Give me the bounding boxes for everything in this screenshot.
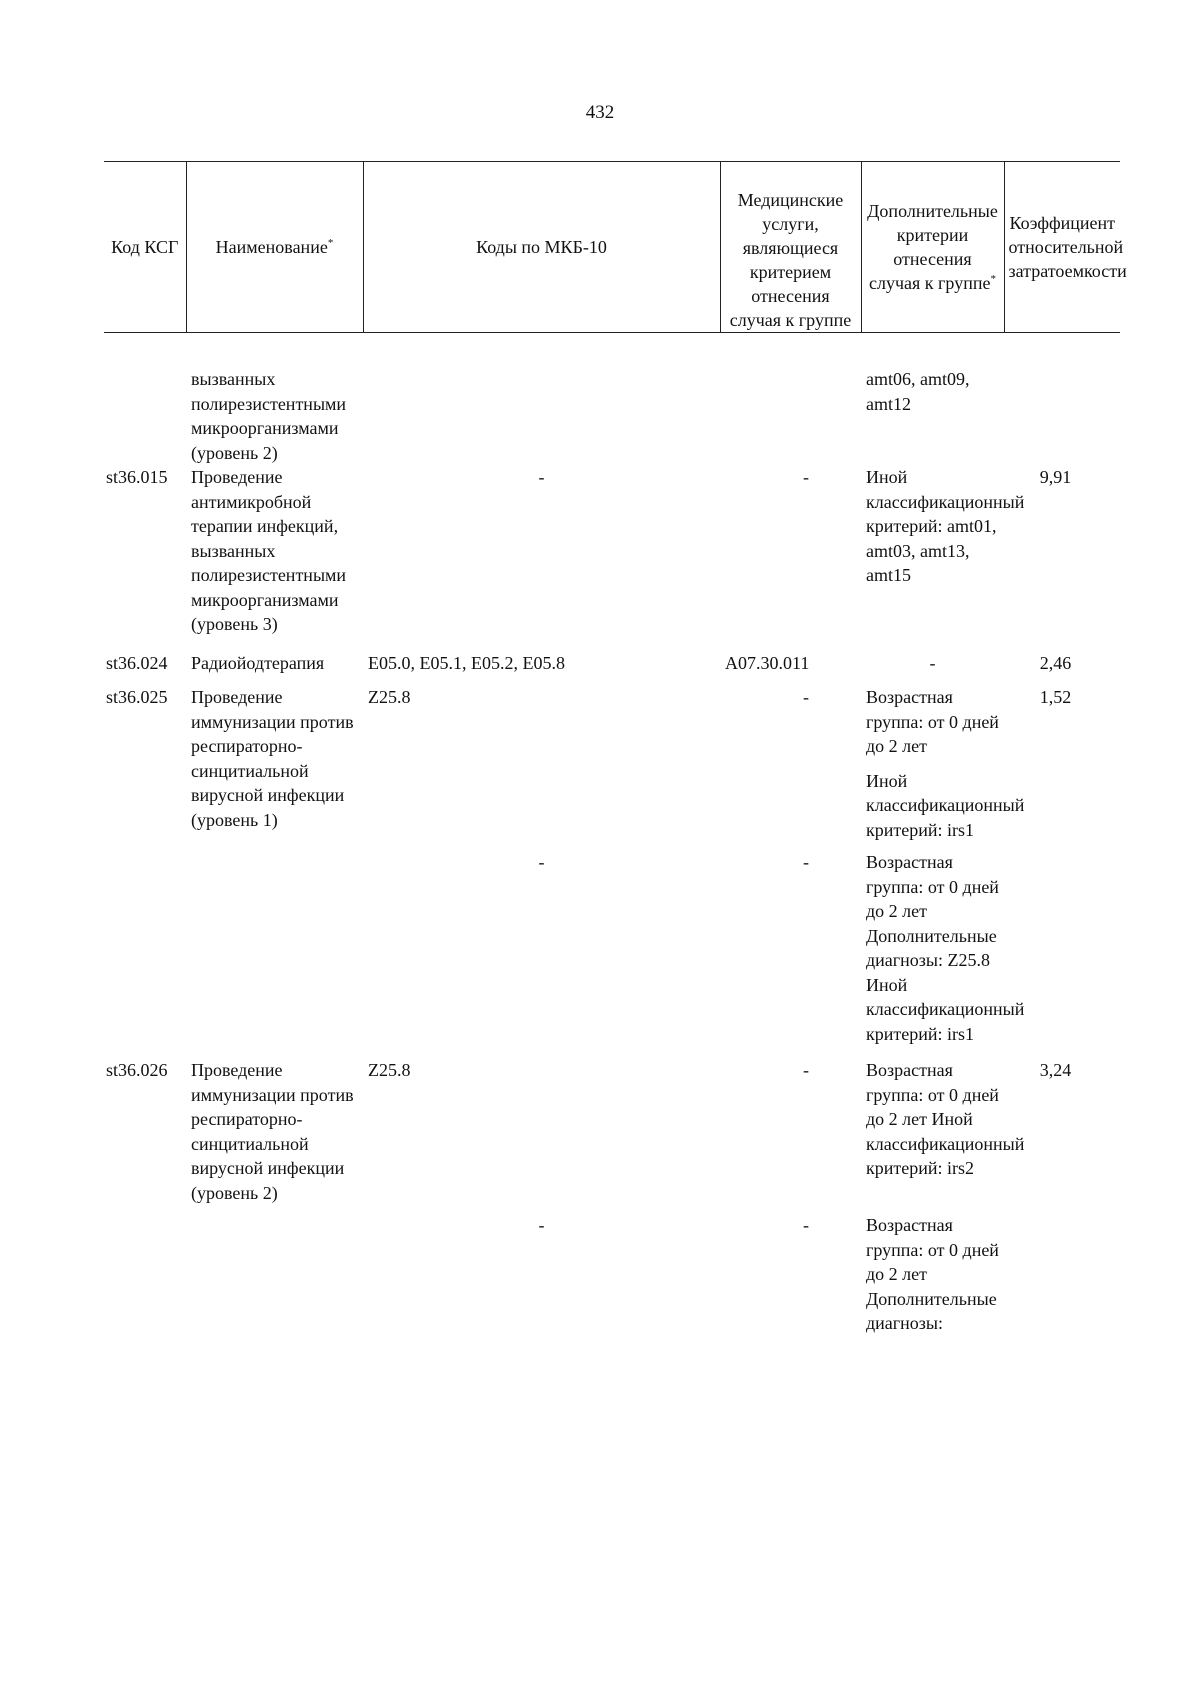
criteria-text: Иной классификационный критерий: amt01, amt03, amt13, amt15 [866,467,1025,585]
cell-ksg-code: st36.025 [106,687,168,707]
cell-mkb-codes: - [538,467,545,487]
cell-services [720,333,861,466]
table-row [104,333,1120,466]
cell-coefficient: 3,24 [1039,1060,1072,1080]
criteria-text: Возрастная группа: от 0 дней до 2 лет Иной классификационный критерий: irs2 [866,1060,1025,1178]
cell-mkb-codes: - [538,852,545,872]
criteria-text: Возрастная группа: от 0 дней до 2 лет Дополнительные диагнозы: [866,1215,999,1333]
header-name-label: Наименование [215,237,328,257]
cell-ksg-code [104,1205,186,1336]
cell-criteria [861,333,1004,466]
header-row [104,162,1120,333]
cell-ksg-code: st36.026 [106,1060,168,1080]
table-row [104,1205,1120,1336]
ksg-table-container [104,161,1127,1336]
header-coefficient [1004,162,1127,333]
cell-ksg-code: st36.024 [106,652,168,673]
cell-services: - [803,852,809,872]
cell-mkb-codes: E05.0, E05.1, E05.2, E05.8 [368,652,565,673]
cell-ksg-code: st36.015 [106,467,168,487]
cell-name: Проведение иммунизации против респираторно-синцитиальной вирусной инфекции (уровень 2) [191,1060,354,1203]
header-mkb-codes-label: Коды по МКБ-10 [476,237,607,257]
cell-criteria [861,675,1025,842]
cell-services: - [803,687,809,707]
cell-coefficient [1004,1205,1120,1336]
cell-mkb-codes: Z25.8 [368,1060,411,1080]
header-criteria-footnote-mark: * [990,273,996,285]
header-mkb-codes [363,162,720,333]
header-criteria-label: Дополнительные критерии отнесения случая к группе [867,201,998,293]
cell-criteria [861,1205,1004,1336]
table-row [104,842,1120,1046]
criteria-text: Возрастная группа: от 0 дней до 2 лет Дополнительные диагнозы: Z25.8 Иной классификационный критерий: irs1 [866,852,1025,1044]
table-body [104,333,1120,1336]
cell-services: - [803,1060,809,1080]
header-criteria [861,162,1004,333]
cell-criteria [861,842,1025,1046]
cell-name: Радиойодтерапия [191,652,325,673]
table-row [104,675,1120,842]
cell-services: A07.30.011 [725,652,810,673]
cell-name [186,1205,363,1336]
table-row [104,637,1120,676]
page-number: 432 [585,102,615,123]
header-ksg-code-label: Код КСГ [111,237,179,257]
cell-ksg-code [104,842,186,1046]
cell-coefficient [1004,333,1120,466]
cell-ksg-code [104,333,186,466]
cell-services: - [803,467,809,487]
criteria-text: amt06, amt09, amt12 [866,369,970,414]
cell-name [186,842,363,1046]
header-name-footnote-mark: * [327,237,334,249]
header-services [720,162,861,333]
criteria-text: - [929,652,936,673]
cell-coefficient: 1,52 [1039,687,1072,707]
cell-name: Проведение иммунизации против респираторно-синцитиальной вирусной инфекции (уровень 1) [191,687,354,830]
header-name [186,162,363,333]
cell-coefficient: 2,46 [1039,652,1072,673]
table-row [104,465,1120,637]
cell-name: Проведение антимикробной терапии инфекций, вызванных полирезистентными микроорганизмами (уровень 3) [191,467,347,634]
cell-name: вызванных полирезистентными микроорганизмами (уровень 2) [191,369,347,463]
header-ksg-code [104,162,186,333]
cell-services: - [803,1215,809,1235]
criteria-text: Иной классификационный критерий: irs1 [866,770,1025,840]
table-row [104,1046,1120,1205]
cell-criteria [861,465,1025,637]
cell-mkb-codes: Z25.8 [368,687,411,707]
table-header [104,162,1127,333]
header-coefficient-label: Коэффициент относительной затратоемкости [1008,213,1127,281]
ksg-table [104,161,1127,1336]
cell-criteria [861,637,1004,676]
cell-coefficient: 9,91 [1039,467,1072,487]
criteria-text: Возрастная группа: от 0 дней до 2 лет [866,687,999,756]
cell-criteria [861,1046,1025,1205]
cell-mkb-codes: - [538,1215,545,1235]
cell-mkb-codes [363,333,720,466]
header-services-label: Медицинские услуги, являющиеся критерием отнесения случая к группе [729,190,852,330]
